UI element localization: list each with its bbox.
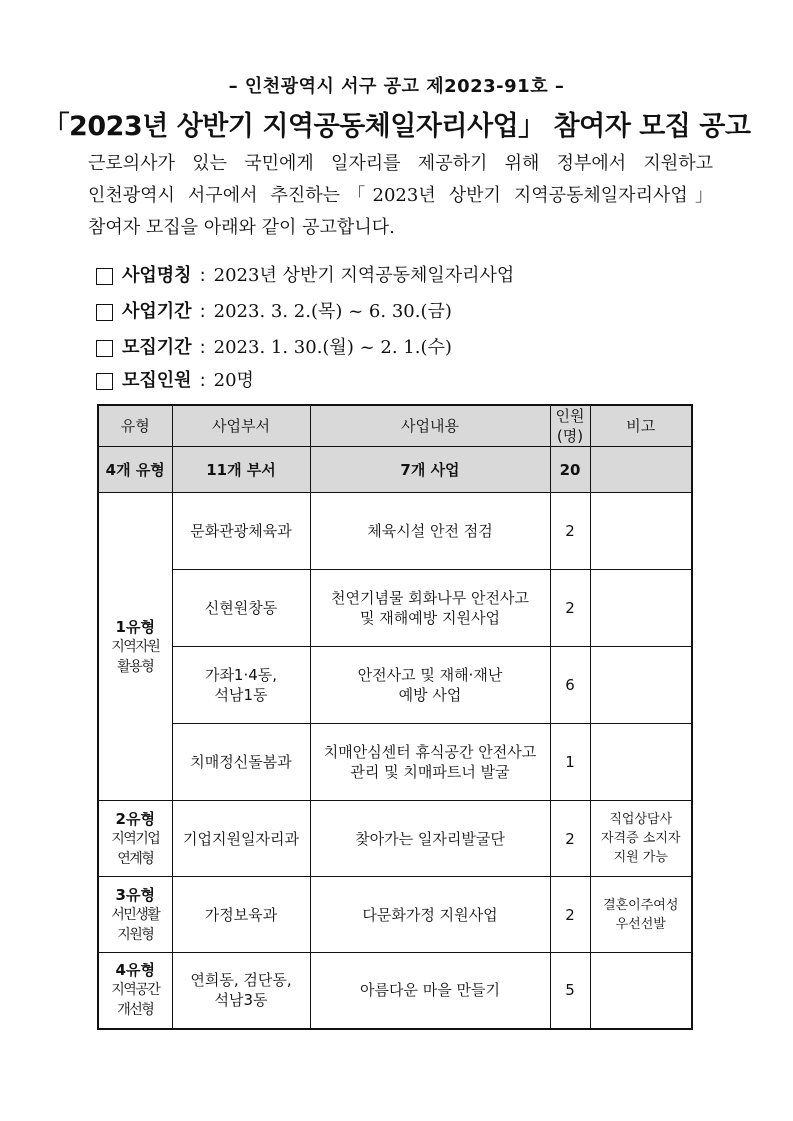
checkbox-icon	[96, 373, 113, 390]
table-row	[98, 801, 692, 877]
program-table	[97, 404, 693, 1030]
info-colon: :	[199, 265, 206, 286]
intro-line: 인천광역시 서구에서 추진하는「2023년 상반기 지역공동체일자리사업」	[88, 185, 713, 206]
note-cell	[590, 877, 692, 953]
type-name: 2유형	[115, 809, 155, 828]
table-row	[98, 877, 692, 953]
header-content: 사업내용	[310, 405, 550, 447]
info-value: 20명	[213, 370, 254, 391]
dept-cell-line: 치매정신돌봄과	[190, 753, 292, 771]
table-row	[98, 953, 692, 1029]
summary-row	[98, 447, 692, 493]
summary-dept: 11개 부서	[172, 447, 310, 493]
content-cell-line: 치매안심센터 휴식공간 안전사고	[323, 743, 537, 761]
info-colon: :	[199, 301, 206, 322]
type-cell	[98, 801, 172, 877]
content-cell	[310, 877, 550, 953]
note-cell-line: 결혼이주여성	[603, 897, 679, 913]
info-label: 사업명칭	[122, 265, 192, 286]
dept-cell	[172, 801, 310, 877]
dept-cell	[172, 647, 310, 724]
dept-cell-line: 연희동, 검단동,	[190, 971, 292, 990]
note-cell-line: 우선선발	[615, 916, 666, 932]
type-name: 4유형	[115, 961, 155, 980]
info-label: 모집기간	[122, 337, 192, 358]
checkbox-icon	[96, 268, 113, 285]
note-cell	[590, 493, 692, 570]
info-colon: :	[199, 337, 206, 358]
intro-line: 근로의사가 있는 국민에게 일자리를 제공하기 위해 정부에서 지원하고	[88, 153, 713, 174]
note-cell-line: 직업상담사	[609, 812, 673, 827]
content-cell	[310, 801, 550, 877]
count-cell: 1	[550, 724, 590, 801]
content-cell	[310, 953, 550, 1029]
intro-line: 참여자 모집을 아래와 같이 공고합니다.	[88, 217, 395, 238]
count-cell: 2	[550, 801, 590, 877]
dept-cell	[172, 877, 310, 953]
dept-cell	[172, 953, 310, 1029]
notice-number: – 인천광역시 서구 공고 제2023-91호 –	[228, 76, 565, 97]
table-header-row	[98, 405, 692, 447]
content-cell-line: 관리 및 치매파트너 발굴	[350, 763, 510, 781]
table-row	[98, 647, 692, 724]
info-colon: :	[199, 370, 206, 391]
header-dept: 사업부서	[172, 405, 310, 447]
header-type: 유형	[98, 405, 172, 447]
dept-cell-line: 가정보육과	[204, 905, 278, 924]
type-desc: 서민생활	[111, 906, 160, 923]
header-note: 비고	[590, 405, 692, 447]
dept-cell-line: 신현원창동	[204, 599, 278, 617]
count-cell: 2	[550, 570, 590, 647]
note-cell	[590, 801, 692, 877]
count-cell: 2	[550, 493, 590, 570]
note-cell	[590, 570, 692, 647]
content-cell-line: 천연기념물 회화나무 안전사고	[331, 589, 529, 607]
type-desc: 연계형	[117, 850, 154, 867]
checkbox-icon	[96, 304, 113, 321]
dept-cell	[172, 570, 310, 647]
note-cell	[590, 647, 692, 724]
dept-cell-line: 석남3동	[214, 991, 268, 1010]
type-cell	[98, 953, 172, 1029]
content-cell-line: 예방 사업	[398, 686, 462, 704]
checkbox-icon	[96, 340, 113, 357]
summary-type: 4개 유형	[98, 447, 172, 493]
table-row	[98, 724, 692, 801]
count-cell: 6	[550, 647, 590, 724]
note-cell	[590, 724, 692, 801]
dept-cell-line: 가좌1·4동,	[204, 666, 278, 684]
info-value: 2023년 상반기 지역공동체일자리사업	[213, 265, 515, 286]
type-desc: 지역자원	[111, 638, 160, 655]
dept-cell-line: 기업지원일자리과	[183, 829, 299, 848]
content-cell	[310, 647, 550, 724]
type-desc: 지역기업	[111, 830, 160, 847]
info-list	[96, 258, 514, 399]
dept-cell	[172, 493, 310, 570]
count-cell: 5	[550, 953, 590, 1029]
content-cell-line: 다문화가정 지원사업	[362, 905, 498, 924]
count-cell: 2	[550, 877, 590, 953]
info-item-headcount	[96, 363, 514, 399]
info-item-name	[96, 258, 514, 294]
type-cell	[98, 493, 172, 801]
dept-cell-line: 문화관광체육과	[190, 522, 292, 540]
info-label: 사업기간	[122, 301, 192, 322]
type-desc: 지역공간	[111, 982, 160, 999]
content-cell-line: 안전사고 및 재해·재난	[357, 666, 503, 684]
info-item-recruit-period	[96, 330, 514, 366]
note-cell-line: 자격증 소지자	[601, 831, 681, 846]
content-cell	[310, 570, 550, 647]
info-value: 2023. 1. 30.(월) ~ 2. 1.(수)	[213, 337, 452, 358]
content-cell	[310, 493, 550, 570]
note-cell-line: 지원 가능	[613, 850, 668, 865]
info-item-period	[96, 294, 514, 330]
type-desc: 활용형	[117, 658, 154, 675]
header-count: 인원 (명)	[550, 405, 590, 447]
info-label: 모집인원	[122, 370, 192, 391]
content-cell-line: 및 재해예방 지원사업	[360, 609, 500, 627]
content-cell	[310, 724, 550, 801]
type-desc: 지원형	[117, 926, 154, 943]
table-row	[98, 493, 692, 570]
summary-content: 7개 사업	[310, 447, 550, 493]
type-name: 1유형	[115, 617, 155, 636]
content-cell-line: 아름다운 마을 만들기	[360, 981, 500, 1000]
dept-cell	[172, 724, 310, 801]
table-row	[98, 570, 692, 647]
content-cell-line: 체육시설 안전 점검	[367, 522, 493, 540]
info-value: 2023. 3. 2.(목) ~ 6. 30.(금)	[213, 301, 452, 322]
intro-paragraph	[88, 148, 713, 244]
page-title: 「2023년 상반기 지역공동체일자리사업」 참여자 모집 공고	[42, 111, 751, 142]
type-desc: 개선형	[117, 1002, 154, 1019]
summary-count: 20	[550, 447, 590, 493]
type-name: 3유형	[115, 885, 155, 904]
dept-cell-line: 석남1동	[214, 686, 268, 704]
content-cell-line: 찾아가는 일자리발굴단	[355, 829, 505, 848]
note-cell	[590, 953, 692, 1029]
summary-note	[590, 447, 692, 493]
type-cell	[98, 877, 172, 953]
